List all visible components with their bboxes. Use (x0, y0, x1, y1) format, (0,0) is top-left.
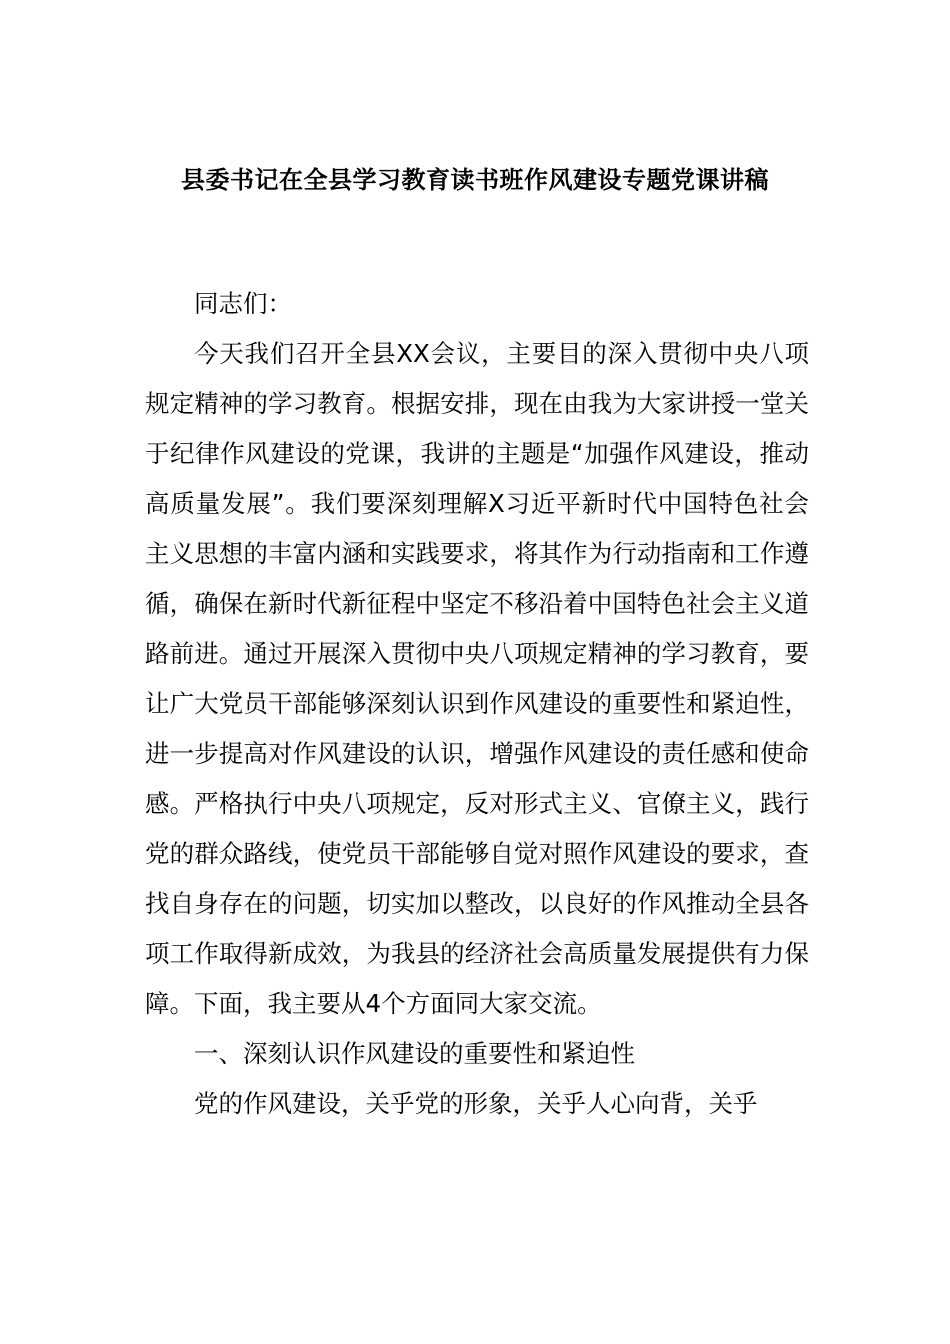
body-paragraph: 党的作风建设，关乎党的形象，关乎人心向背，关乎 (194, 1089, 758, 1118)
section-heading: 一、深刻认识作风建设的重要性和紧迫性 (194, 1039, 635, 1068)
document-body (145, 279, 809, 1129)
salutation: 同志们： (194, 289, 292, 318)
body-paragraph: 今天我们召开全县XX会议，主要目的深入贯彻中央八项规定精神的学习教育。根据安排，现在由我为大家讲授一堂关于纪律作风建设的党课，我讲的主题是“加强作风建设，推动高质量发展”。我们要深刻理解X习近平新时代中国特色社会主义思想的丰富内涵和实践要求，将其作为行动指南和工作遵循，确保在新时代新征程中坚定不移沿着中国特色社会主义道路前进。通过开展深入贯彻中央八项规定精神的学习教育，要让广大党员干部能够深刻认识到作风建设的重要性和紧迫性，进一步提高对作风建设的认识，增强作风建设的责任感和使命感。严格执行中央八项规定，反对形式主义、官僚主义，践行党的群众路线，使党员干部能够自觉对照作风建设的要求，查找自身存在的问题，切实加以整改，以良好的作风推动全县各项工作取得新成效，为我县的经济社会高质量发展提供有力保障。下面，我主要从4个方面同大家交流。 (145, 339, 809, 1018)
document-title: 县委书记在全县学习教育读书班作风建设专题党课讲稿 (181, 166, 769, 194)
